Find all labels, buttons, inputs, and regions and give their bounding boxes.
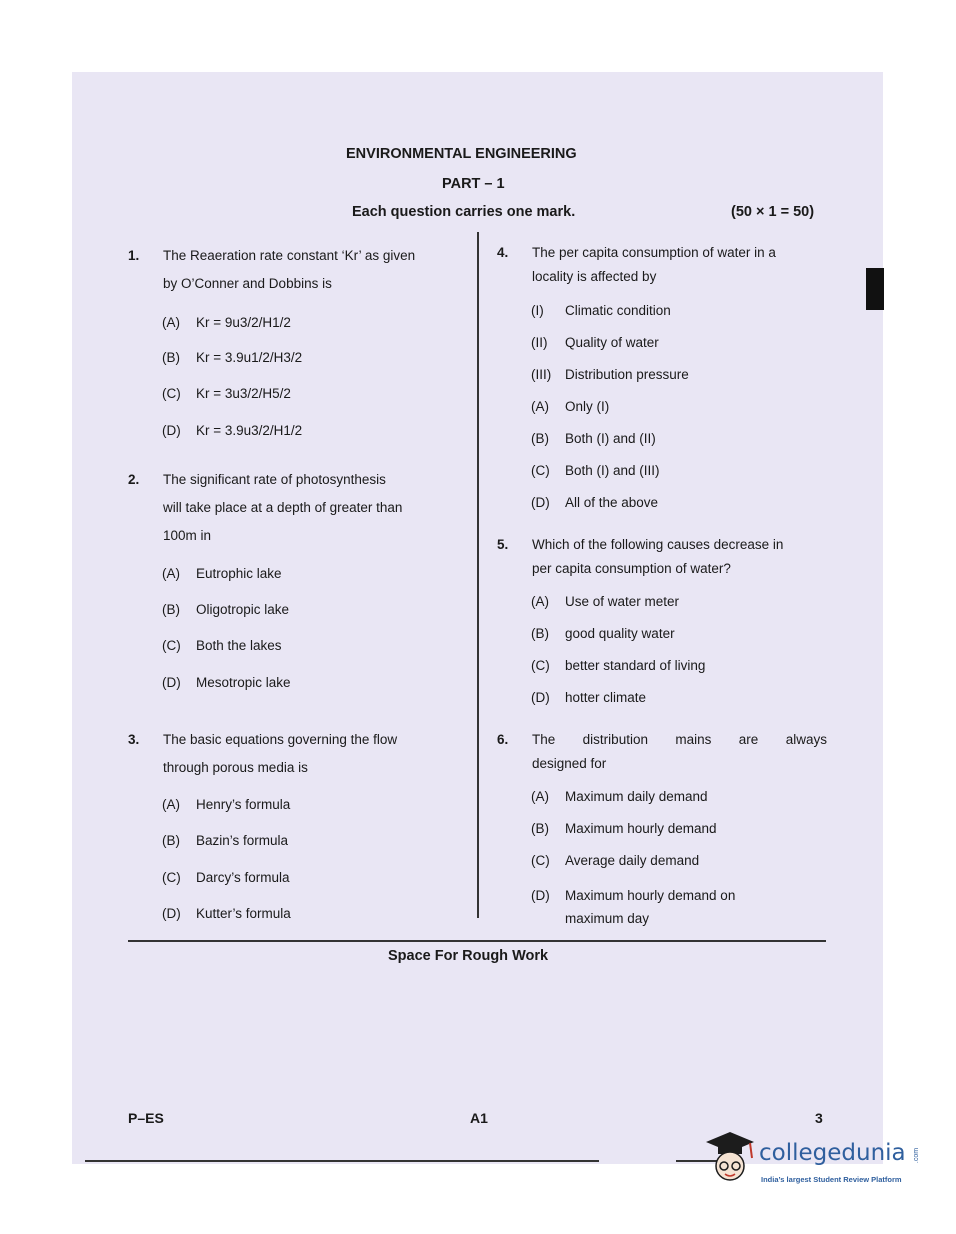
booklet-series: A1 [470,1110,488,1126]
question-text-line: The distribution mains are always [532,732,827,747]
question-number: 3. [128,732,140,747]
question-text-line: The basic equations governing the flow [163,732,398,747]
option: (C) Both (I) and (III) [531,463,660,478]
watermark-tagline: India’s largest Student Review Platform [761,1175,902,1184]
option: (D) Kutter’s formula [162,906,291,921]
option: (B) Oligotropic lake [162,602,290,617]
question-text-line: The per capita consumption of water in a [532,245,776,260]
marks-text: (50 × 1 = 50) [731,204,815,220]
question-text-line: designed for [532,756,607,771]
option: (D) Maximum hourly demand on maximum day [531,888,736,926]
question-text-line: per capita consumption of water? [532,561,731,576]
margin-marker [866,268,884,310]
option: (A) Maximum daily demand [531,789,708,804]
section-rule [128,940,826,942]
option: (C) Darcy’s formula [162,870,290,885]
option: (B) Bazin’s formula [162,833,289,848]
option: (C) better standard of living [531,658,706,673]
paper-code: P–ES [128,1110,164,1126]
option: (D) All of the above [531,495,659,510]
option: (C) Kr = 3u3/2/H5/2 [162,386,291,401]
section-title: ENVIRONMENTAL ENGINEERING [346,146,577,162]
question-text-line: through porous media is [163,760,308,775]
option: (A) Only (I) [531,399,610,414]
option: (D) Mesotropic lake [162,675,291,690]
question-text-line: The Reaeration rate constant ‘Kr’ as given [163,248,416,263]
graduate-cap-icon [700,1128,758,1190]
option: (D) Kr = 3.9u3/2/H1/2 [162,423,303,438]
question-text-line: locality is affected by [532,269,657,284]
question-text-line: by O’Conner and Dobbins is [163,276,332,291]
option: (D) hotter climate [531,690,647,705]
question-number: 5. [497,537,509,552]
question-text-line: will take place at a depth of greater than [163,500,403,515]
watermark-brand: collegedunia [759,1140,906,1166]
question-number: 4. [497,245,509,260]
page-number: 3 [815,1110,823,1126]
rough-work-label: Space For Rough Work [388,948,549,964]
option: (C) Average daily demand [531,853,700,868]
question-number: 2. [128,472,140,487]
option: (A) Use of water meter [531,594,680,609]
option: (B) Kr = 3.9u1/2/H3/2 [162,350,303,365]
option: (C) Both the lakes [162,638,282,653]
option: (A) Kr = 9u3/2/H1/2 [162,315,291,330]
question-number: 1. [128,248,140,263]
option: (II) Quality of water [531,335,659,350]
option: (I) Climatic condition [531,303,671,318]
option: (A) Henry’s formula [162,797,291,812]
option: (B) Maximum hourly demand [531,821,717,836]
option: (B) good quality water [531,626,675,641]
column-divider [477,232,479,918]
instruction-text: Each question carries one mark. [352,204,576,220]
option: (III) Distribution pressure [531,367,689,382]
option: (A) Eutrophic lake [162,566,282,581]
question-text-line: 100m in [163,528,212,543]
watermark-suffix: .com [913,1147,921,1164]
question-text-line: Which of the following causes decrease in [532,537,784,552]
question-text-line: The significant rate of photosynthesis [163,472,386,487]
part-label: PART – 1 [442,176,505,192]
question-number: 6. [497,732,509,747]
option: (B) Both (I) and (II) [531,431,656,446]
bottom-rule [85,1160,599,1162]
